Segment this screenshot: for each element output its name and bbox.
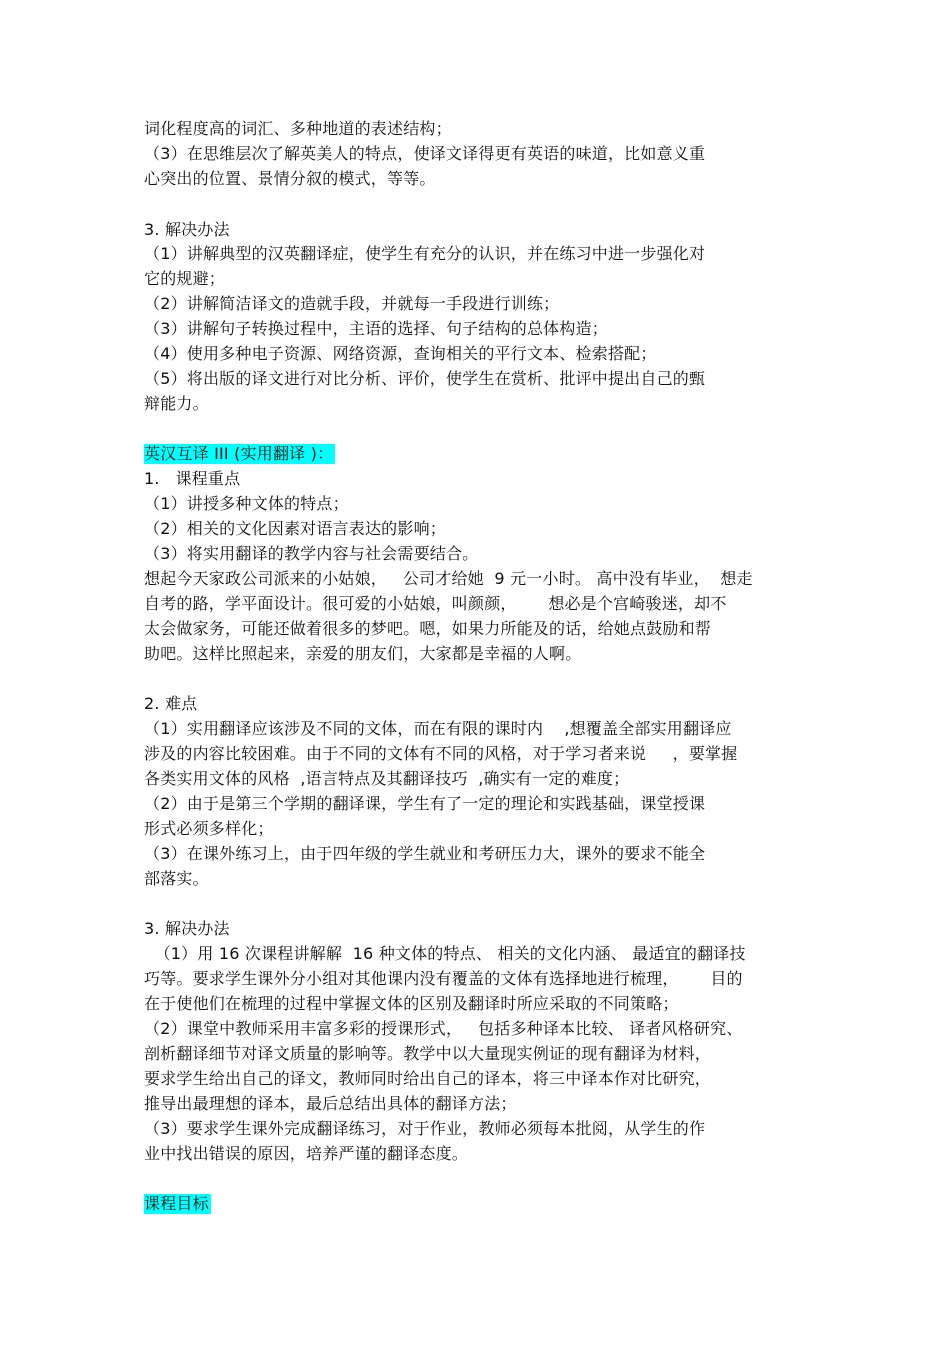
text-line: （3）将实用翻译的教学内容与社会需要结合。	[144, 544, 479, 563]
text-line: 在于使他们在梳理的过程中掌握文体的区别及翻译时所应采取的不同策略；	[144, 994, 679, 1013]
text-line: 各类实用文体的风格 ,语言特点及其翻译技巧 ,确实有一定的难度；	[144, 769, 630, 788]
text-line: 业中找出错误的原因，培养严谨的翻译态度。	[144, 1144, 469, 1163]
text-line: （2）讲解简洁译文的造就手段，并就每一手段进行训练；	[144, 294, 560, 313]
course-heading-highlighted	[144, 443, 335, 465]
text-line: 要求学生给出自己的译文，教师同时给出自己的译本，将三中译本作对比研究，	[144, 1069, 712, 1088]
text-line: 形式必须多样化；	[144, 819, 274, 838]
text-line: 想起今天家政公司派来的小姑娘， 公司才给她 9 元一小时。 高中没有毕业， 想走	[144, 569, 753, 588]
text-line: 助吧。这样比照起来，亲爱的朋友们，大家都是幸福的人啊。	[144, 644, 582, 663]
text-line: 太会做家务，可能还做着很多的梦吧。嗯，如果力所能及的话，给她点鼓励和帮	[144, 619, 712, 638]
text-line: 自考的路，学平面设计。很可爱的小姑娘，叫颜颜， 想必是个宫崎骏迷，却不	[144, 594, 727, 613]
text-line: 剖析翻译细节对译文质量的影响等。教学中以大量现实例证的现有翻译为材料，	[144, 1044, 712, 1063]
text-line: （3）要求学生课外完成翻译练习，对于作业，教师必须每本批阅，从学生的作	[144, 1119, 706, 1138]
text-line: （2）由于是第三个学期的翻译课，学生有了一定的理论和实践基础，课堂授课	[144, 794, 706, 813]
section-heading: 3. 解决办法	[144, 919, 230, 938]
text-line: （4）使用多种电子资源、网络资源，查询相关的平行文本、检索搭配；	[144, 344, 657, 363]
text-line: （3）讲解句子转换过程中，主语的选择、句子结构的总体构造；	[144, 319, 608, 338]
text-line: 它的规避；	[144, 269, 226, 288]
highlight: 英汉互译 III (实用翻译 )：	[144, 444, 334, 463]
highlight: 课程目标	[144, 1194, 209, 1213]
text-line: （3）在课外练习上，由于四年级的学生就业和考研压力大，课外的要求不能全	[144, 844, 706, 863]
text-line: 推导出最理想的译本，最后总结出具体的翻译方法；	[144, 1094, 517, 1113]
course-goal-heading-highlighted	[144, 1193, 211, 1215]
text-line: （1）实用翻译应该涉及不同的文体，而在有限的课时内 ,想覆盖全部实用翻译应	[144, 719, 732, 738]
section-heading: 1. 课程重点	[144, 469, 241, 488]
text-line: 词化程度高的词汇、多种地道的表述结构；	[144, 119, 452, 138]
text-line: （1）用 16 次课程讲解解 16 种文体的特点、 相关的文化内涵、 最适宜的翻译技	[144, 944, 746, 963]
section-heading: 3. 解决办法	[144, 220, 230, 239]
text-line: （1）讲解典型的汉英翻译症，使学生有充分的认识，并在练习中进一步强化对	[144, 244, 706, 263]
text-line: 辩能力。	[144, 394, 209, 413]
text-line: 心突出的位置、景情分叙的模式，等等。	[144, 169, 436, 188]
text-line: （3）在思维层次了解英美人的特点，使译文译得更有英语的味道，比如意义重	[144, 144, 706, 163]
text-line: 巧等。要求学生课外分小组对其他课内没有覆盖的文体有选择地进行梳理， 目的	[144, 969, 743, 988]
text-line: （1）讲授多种文体的特点；	[144, 494, 349, 513]
text-line: 部落实。	[144, 869, 209, 888]
text-line: 涉及的内容比较困难。由于不同的文体有不同的风格，对于学习者来说 ，要掌握	[144, 744, 738, 763]
section-heading: 2. 难点	[144, 694, 198, 713]
text-line: （2）课堂中教师采用丰富多彩的授课形式， 包括多种译本比较、 译者风格研究、	[144, 1019, 743, 1038]
text-line: （2）相关的文化因素对语言表达的影响；	[144, 519, 446, 538]
text-line: （5）将出版的译文进行对比分析、评价，使学生在赏析、批评中提出自己的甄	[144, 369, 706, 388]
